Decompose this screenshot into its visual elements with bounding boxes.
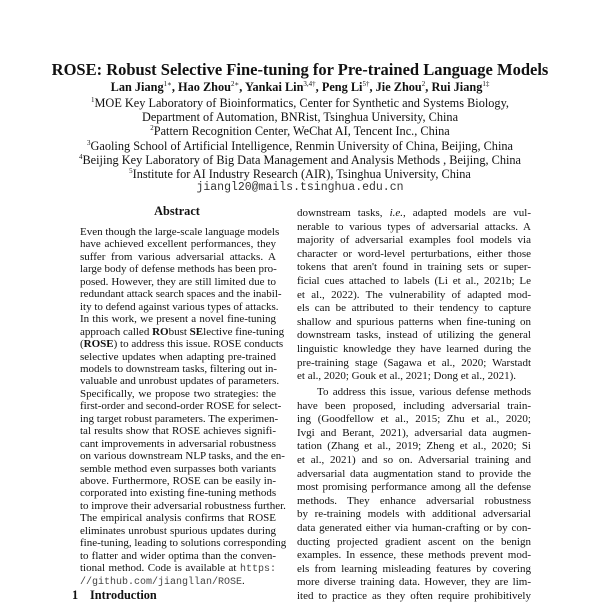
text-segment: nerable to various types of adversarial attacks. A (297, 220, 531, 233)
text-segment: SE (189, 325, 204, 338)
affiliation-text: Beijing Key Laboratory of Big Data Management and Analysis Methods , Beijing, China (82, 152, 521, 167)
text-segment: corporated into existing fine-tuning methods (80, 487, 277, 500)
text-line (80, 325, 285, 339)
paper-title: ROSE: Robust Selective Fine-tuning for Pre-trained Language Models (51, 60, 549, 79)
text-segment: ducting projected gradient ascent on the benign (297, 535, 531, 548)
text-line (80, 487, 276, 500)
text-line (80, 512, 276, 525)
text-line (80, 300, 279, 314)
author-mark: 3,4† (303, 80, 316, 88)
text-segment: to improve their adversarial robustness further. (80, 499, 286, 512)
text-line (80, 400, 282, 413)
affiliation-text: Gaoling School of Artificial Intelligence, Renmin University of China, Beijing, China (90, 138, 513, 153)
affiliation-line (0, 167, 600, 182)
text-segment: ing (Goodfellow et al., 2015; Zhu et al., 2020; (297, 413, 531, 426)
text-line (80, 226, 280, 239)
text-line (297, 536, 531, 549)
text-line (80, 375, 280, 388)
text-line (80, 351, 276, 364)
text-line (80, 363, 276, 376)
affiliation-line (0, 153, 600, 168)
text-line (297, 481, 531, 494)
author-separator: , (171, 80, 179, 94)
text-segment: large body of defense methods has been pro- (80, 263, 277, 276)
text-line (297, 522, 531, 535)
text-line (80, 388, 276, 401)
text-segment: ROSE (83, 338, 114, 351)
text-line (297, 427, 531, 440)
author-name: Yankai Lin (244, 80, 304, 94)
text-line (297, 302, 531, 315)
text-segment: lective fine-tuning (203, 325, 285, 338)
text-line (80, 562, 276, 575)
text-line (80, 438, 276, 451)
text-line (297, 400, 531, 413)
text-segment: character or word-level perturbations, either those (297, 247, 531, 260)
text-segment: ity to defend against various types of attacks. (80, 300, 279, 313)
text-segment: adversarial data augmentation stand to provide the (297, 467, 531, 480)
author-name: Peng Li (321, 80, 363, 94)
author-mark: 2∗ (231, 80, 240, 88)
text-segment: i.e. (389, 207, 404, 219)
author-name: Lan Jiang (110, 80, 164, 94)
author-mark: 2 (421, 80, 426, 88)
text-segment: ficial cues attached to labels (Li et al., 2021b; Le (297, 275, 531, 287)
text-segment: shallow and spurious patterns when fine-tuning on (297, 315, 531, 328)
text-segment: bust (168, 325, 190, 338)
author-list (0, 80, 600, 95)
text-line (297, 289, 531, 302)
text-segment: Even though the large-scale language models (80, 226, 280, 238)
author-email: jiangl20@mails.tsinghua.edu.cn (196, 181, 404, 194)
text-line (80, 575, 276, 588)
text-line (80, 525, 276, 538)
text-line (297, 370, 531, 383)
text-line (297, 508, 531, 521)
text-segment: tal results show that ROSE achieves signifi- (80, 425, 276, 438)
author-separator: , (239, 80, 245, 94)
section-heading-introduction (72, 588, 157, 603)
code-link-text[interactable]: //github.com/jiangllan/ROSE (80, 576, 243, 588)
text-line (297, 261, 531, 274)
text-segment: In this work, we present a novel fine-tuning (80, 313, 276, 326)
text-segment: linguistic knowledge they have learned during the (297, 343, 531, 355)
text-segment: more diverse training data. However, they are lim- (297, 576, 531, 589)
affiliation-text: MOE Key Laboratory of Bioinformatics, Center for Synthetic and Systems Biology, (94, 96, 509, 110)
text-line (80, 499, 286, 513)
author-name: Jie Zhou (375, 80, 422, 94)
text-line (297, 440, 531, 453)
text-segment: models to downstream tasks, filtering out in- (80, 362, 278, 375)
text-segment: to flatter and wider optima than the conven- (80, 549, 276, 562)
text-line (297, 329, 531, 342)
text-segment: RO (152, 325, 169, 338)
author-mark: 1∗ (163, 80, 172, 88)
text-segment: els from learning misleading features by covering (297, 562, 531, 575)
text-segment: posed. However, they are still limited due to (80, 275, 276, 288)
text-line (80, 276, 276, 289)
affiliation-line (0, 124, 600, 139)
text-segment: . (242, 574, 245, 587)
text-segment: have achieved excellent performances, they (80, 238, 276, 251)
text-segment: pre-training stage (Sagawa et al., 2020; Warstadt (297, 356, 531, 369)
text-segment: tation (Zhang et al., 2019; Zheng et al., 2020; Si (297, 440, 531, 453)
text-line (297, 549, 531, 562)
text-segment: downstream tasks, (297, 207, 390, 219)
section-number: 1 (72, 588, 79, 602)
text-segment: Specifically, we propose two strategies: the (80, 387, 276, 400)
author-name: Hao Zhou (178, 80, 231, 94)
text-line (297, 576, 531, 589)
text-segment: et al., 2021) and so on. Adversarial training and (297, 454, 531, 466)
text-segment: methods. They enhance adversarial robustness (297, 494, 531, 507)
text-line (80, 238, 276, 251)
text-segment: above. Furthermore, ROSE can be easily in- (80, 475, 276, 487)
text-segment: tional method. Code is available at (80, 562, 240, 575)
affiliation-line (0, 139, 600, 154)
text-line (297, 207, 531, 220)
text-line (80, 338, 284, 351)
text-line (297, 316, 531, 329)
affiliation-line (0, 110, 600, 125)
text-segment: redundant attack search spaces and the inabil- (80, 288, 282, 301)
text-line (297, 275, 531, 288)
code-link-text[interactable]: https: (239, 564, 276, 576)
affiliation-line (0, 96, 600, 111)
text-segment: The empirical analysis confirms that ROSE (80, 512, 276, 525)
text-line (80, 537, 287, 550)
text-segment: els can be attributed to their tendency to capture (297, 302, 531, 315)
text-line (80, 263, 276, 276)
text-line (297, 563, 531, 576)
affiliation-mark: 4 (78, 152, 83, 161)
text-line (80, 463, 276, 476)
text-line (297, 413, 531, 426)
text-segment: by re-training models with additional adversarial (297, 508, 531, 521)
text-segment: first-order and second-order ROSE for select- (80, 400, 282, 413)
affiliation-mark: 2 (150, 124, 154, 133)
text-line (297, 234, 531, 247)
text-segment: et al., 2020; Gouk et al., 2021; Dong et al., 2021). (297, 370, 517, 383)
author-name: Rui Jiang (431, 80, 483, 94)
abstract-heading: Abstract (154, 204, 200, 218)
text-segment: examples. In essence, these methods prevent mod- (297, 549, 531, 562)
text-line (80, 425, 276, 438)
text-segment: on various downstream NLP tasks, and the en- (80, 450, 285, 463)
text-segment: eliminates unrobust spurious updates during (80, 524, 276, 537)
text-segment: semble method even surpasses both variants (80, 462, 276, 475)
text-line (297, 454, 531, 467)
author-mark: 1‡ (482, 80, 490, 88)
text-segment: most promising performance among all the defense (297, 481, 531, 494)
text-segment: selective updates when adapting pre-trained (80, 350, 276, 363)
text-line (80, 550, 276, 563)
text-line (297, 495, 531, 508)
author-separator: , (369, 80, 376, 94)
text-segment: suffer from various adversarial attacks. A (80, 250, 276, 263)
affiliation-text: Pattern Recognition Center, WeChat AI, Tencent Inc., China (153, 124, 450, 139)
text-segment: To address this issue, various defense methods (317, 386, 531, 398)
text-line (307, 386, 531, 399)
text-line (297, 468, 531, 481)
text-line (80, 313, 276, 326)
text-segment: data generated either via human-crafting or by con- (297, 522, 531, 534)
text-segment: et al., 2022). The vulnerability of adapted mod- (297, 288, 531, 301)
text-segment: , adapted models are vul- (403, 207, 531, 219)
text-line (80, 288, 282, 301)
author-separator: , (425, 80, 432, 94)
text-segment: majority of adversarial examples fool models via (297, 234, 531, 247)
section-title: Introduction (90, 588, 157, 602)
text-line (80, 450, 285, 463)
affiliation-mark: 3 (87, 138, 91, 147)
text-segment: downstream tasks, instead of utilizing the general (297, 329, 531, 342)
text-line (80, 251, 276, 264)
text-line (297, 357, 531, 370)
affiliation-mark: 1 (91, 96, 95, 104)
affiliation-text: Institute for AI Industry Research (AIR), Tsinghua University, China (132, 167, 471, 181)
text-segment: ( (80, 338, 84, 351)
text-segment: Ivgi and Berant, 2021), adversarial data augmen- (297, 426, 531, 439)
text-segment: have been proposed, including adversarial train- (297, 399, 531, 412)
text-segment: cant improvements in adversarial robustness (80, 437, 276, 450)
text-segment: approach called (80, 325, 153, 338)
text-segment: tokens that aren't found in training sets or super- (297, 261, 531, 274)
affiliation-text: Department of Automation, BNRist, Tsinghua University, China (141, 110, 459, 125)
text-segment: valuable and unrobust updates of parameters. (80, 375, 280, 388)
text-line (297, 248, 531, 261)
author-mark: 5† (362, 80, 370, 88)
text-segment: ited to practice as they often require prohibitively (297, 590, 531, 602)
affiliation-mark: 5 (129, 167, 133, 175)
text-segment: ) to address this issue. ROSE conducts (113, 338, 284, 351)
text-line (80, 412, 279, 426)
text-segment: fine-tuning, leading to solutions corresponding (80, 537, 287, 550)
text-line (80, 475, 276, 488)
text-line (297, 590, 531, 603)
text-line (297, 221, 531, 234)
text-segment: ing target robust parameters. The experimen- (80, 412, 279, 425)
text-line (297, 343, 531, 356)
author-separator: , (315, 80, 322, 94)
